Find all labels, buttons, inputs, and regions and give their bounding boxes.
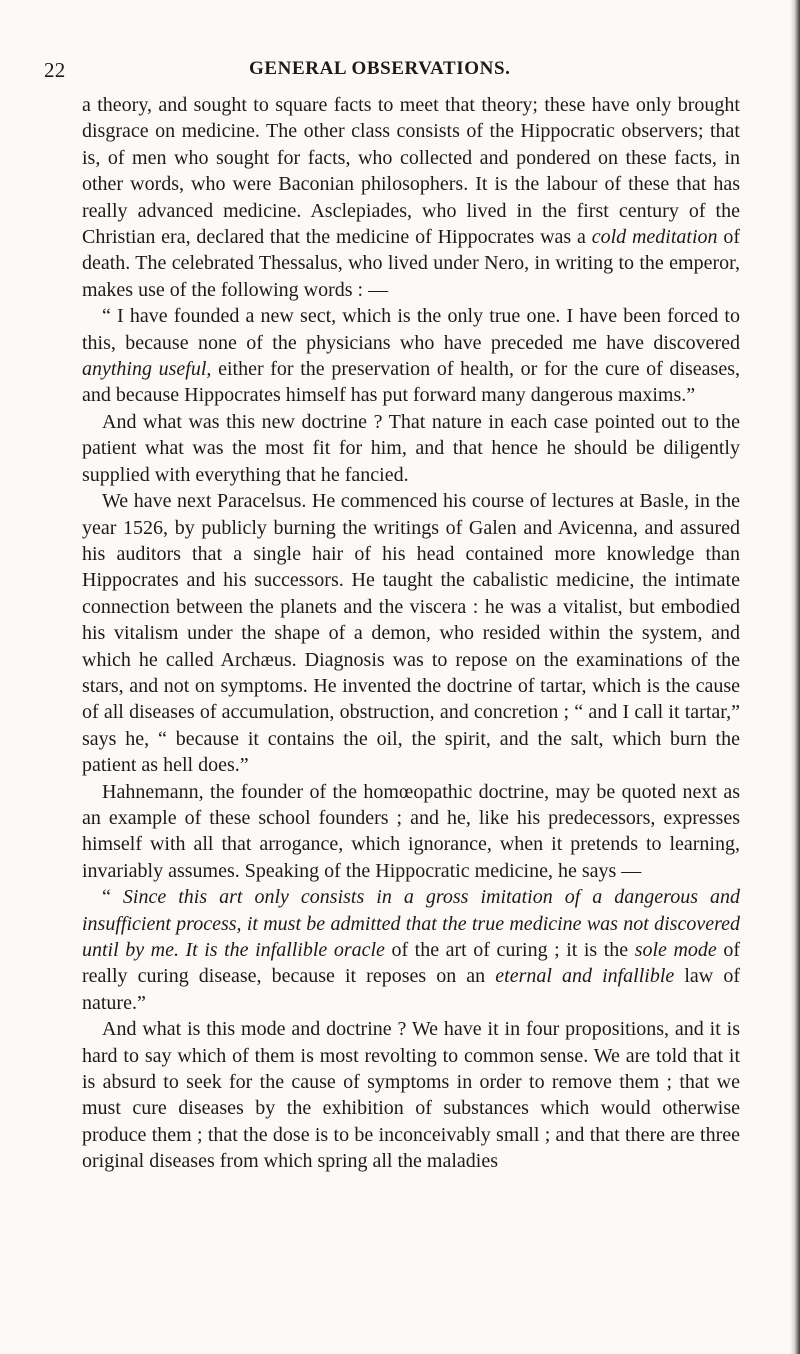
- paragraph: [82, 303, 740, 409]
- text-run: a theory, and sought to square facts to meet that theory; these have only brought disgrace on medicine. The other class consists of the Hippocratic observers; that is, of men who sought for facts, who collected and pondered on these facts, in other words, who were Baconian philosophers. It is the labour of these that has really advanced medicine. Asclepiades, who lived in the first century of the Christian era, declared that the medicine of Hippocrates was a: [82, 94, 740, 249]
- page-number: 22: [44, 58, 66, 82]
- body-text: [82, 92, 740, 1175]
- running-head-title: GENERAL OBSERVATIONS.: [249, 58, 511, 79]
- text-run: of death. The celebrated Thessalus, who lived under Nero, in writing to the emperor, makes use of the following words : —: [82, 226, 740, 301]
- text-run: We have next Paracelsus. He commenced his course of lectures at Basle, in the year 1526, by publicly burning the writings of Galen and Avicenna, and assured his auditors that a single hair of his head contained more knowledge than Hippocrates and his successors. He taught the cabalistic medicine, the intimate connection between the planets and the viscera : he was a vitalist, but embodied his vitalism under the shape of a demon, who resided within the system, and which he called Archæus. Diagnosis was to repose on the examinations of the stars, and not on symptoms. He invented the doctrine of tartar, which is the cause of all diseases of accumulation, obstruction, and concretion ; “ and I call it tartar,” says he, “ because it contains the oil, the spirit, and the salt, which burn the patient as hell does.”: [82, 490, 740, 777]
- italic-text: sole mode: [634, 939, 717, 961]
- italic-text: anything useful,: [82, 358, 212, 381]
- text-run: either for the preservation of health, or for the cure of diseases, and because Hippocrates himself has put forward many dangerous maxims.”: [82, 358, 740, 407]
- italic-text: cold meditation: [591, 226, 718, 249]
- page-edge: [790, 0, 800, 1354]
- paragraph: [82, 779, 740, 885]
- paragraph: [82, 884, 740, 1016]
- text-run: of the art of curing ; it is the: [384, 939, 635, 961]
- text-run: law of nature.”: [82, 965, 740, 1014]
- italic-text: Since this art only consists in a gross imitation of a dangerous and insufficient process, it must be admitted that the true medicine was not discovered until by me. It is the infallible oracle: [82, 886, 740, 961]
- paragraph: [82, 1016, 740, 1174]
- text-run: And what is this mode and doctrine ? We have it in four propositions, and it is hard to say which of them is most revolting to common sense. We are told that it is absurd to seek for the cause of symptoms in order to remove them ; that we must cure diseases by the exhibition of substances which would otherwise produce them ; that the dose is to be inconceivably small ; and that there are three original diseases from which spring all the maladies: [82, 1018, 740, 1173]
- text-run: Hahnemann, the founder of the homœopathic doctrine, may be quoted next as an example of these school founders ; and he, like his predecessors, expresses himself with all that arrogance, which ignorance, when it pretends to learning, invariably assumes. Speaking of the Hippocratic medicine, he says —: [82, 780, 740, 882]
- paragraph: [82, 409, 740, 488]
- text-run: “ I have founded a new sect, which is the only true one. I have been forced to this, because none of the physicians who have preceded me have discovered: [82, 305, 740, 354]
- paragraph: [82, 488, 740, 778]
- text-run: “: [102, 886, 123, 909]
- text-run: And what was this new doctrine ? That nature in each case pointed out to the patient what was the most fit for him, and that hence he should be diligently supplied with everything that he fancied.: [82, 410, 740, 486]
- running-head: [44, 58, 744, 86]
- paragraph: [82, 92, 740, 303]
- text-run: of really curing disease, because it reposes on an: [82, 939, 740, 988]
- italic-text: eternal and infallible: [495, 965, 675, 988]
